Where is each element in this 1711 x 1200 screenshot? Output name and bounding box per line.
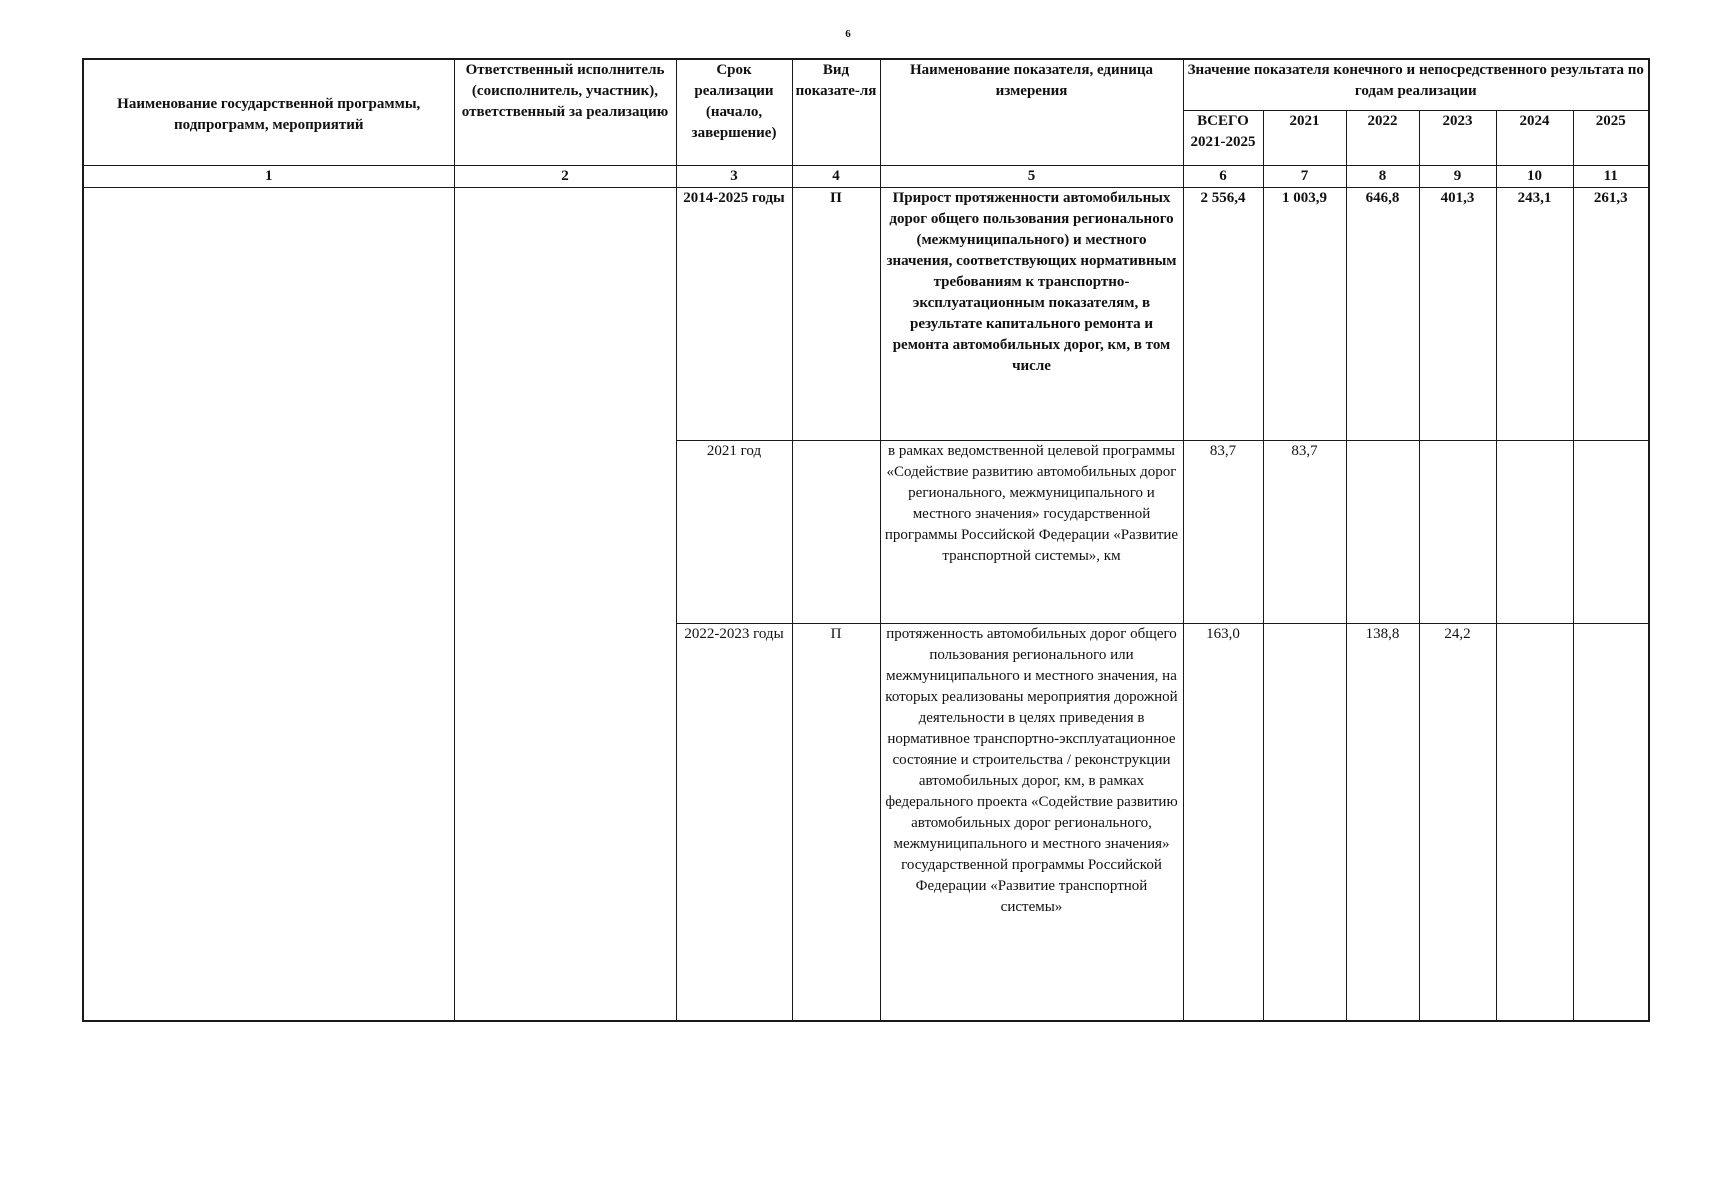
period-cell: 2021 год: [676, 441, 792, 624]
value-2023: 24,2: [1419, 624, 1496, 1022]
indicator-cell: в рамках ведомственной целевой программы «Содействие развитию автомобильных дорог регионального, межмуниципального и местного значения» государственной программы Российской Федерации «Развитие транспортной системы», км: [880, 441, 1183, 624]
value-2023: 401,3: [1419, 188, 1496, 441]
header-period: Срок реализации (начало, завершение): [676, 59, 792, 166]
column-number: 1: [83, 166, 454, 188]
column-number: 2: [454, 166, 676, 188]
type-cell: [792, 441, 880, 624]
period-cell: 2022-2023 годы: [676, 624, 792, 1022]
program-name-cell: [83, 188, 454, 1022]
value-2025: [1573, 441, 1649, 624]
header-indicator-type: Вид показате-ля: [792, 59, 880, 166]
column-numbers-row: [83, 166, 1649, 188]
value-total: 163,0: [1183, 624, 1263, 1022]
value-total: 83,7: [1183, 441, 1263, 624]
value-2023: [1419, 441, 1496, 624]
value-2022: 646,8: [1346, 188, 1419, 441]
indicator-cell: Прирост протяженности автомобильных дорог общего пользования регионального (межмуниципального) и местного значения, соответствующих нормативным требованиям к транспортно-эксплуатационным показателям, в результате капитального ремонта и ремонта автомобильных дорог, км, в том числе: [880, 188, 1183, 441]
value-2025: 261,3: [1573, 188, 1649, 441]
type-cell: П: [792, 624, 880, 1022]
header-row: [83, 59, 1649, 111]
column-number: 3: [676, 166, 792, 188]
value-total: 2 556,4: [1183, 188, 1263, 441]
header-values-group: Значение показателя конечного и непосредственного результата по годам реализации: [1183, 59, 1649, 111]
value-2024: [1496, 624, 1573, 1022]
value-2024: [1496, 441, 1573, 624]
value-2025: [1573, 624, 1649, 1022]
table-row: [83, 188, 1649, 441]
column-number: 4: [792, 166, 880, 188]
header-program-name: Наименование государственной программы, подпрограмм, мероприятий: [83, 59, 454, 166]
value-2021: 83,7: [1263, 441, 1346, 624]
header-indicator-name: Наименование показателя, единица измерения: [880, 59, 1183, 166]
value-2022: 138,8: [1346, 624, 1419, 1022]
column-number: 11: [1573, 166, 1649, 188]
type-cell: П: [792, 188, 880, 441]
column-number: 7: [1263, 166, 1346, 188]
header-year: 2023: [1419, 111, 1496, 166]
header-responsible: Ответственный исполнитель (соисполнитель, участник), ответственный за реализацию: [454, 59, 676, 166]
responsible-cell: [454, 188, 676, 1022]
value-2024: 243,1: [1496, 188, 1573, 441]
value-2021: [1263, 624, 1346, 1022]
period-cell: 2014-2025 годы: [676, 188, 792, 441]
header-total: ВСЕГО 2021-2025: [1183, 111, 1263, 166]
column-number: 6: [1183, 166, 1263, 188]
indicator-cell: протяженность автомобильных дорог общего пользования регионального или межмуниципального и местного значения, на которых реализованы мероприятия дорожной деятельности в целях приведения в нормативное транспортно-эксплуатационное состояние и строительства / реконструкции автомобильных дорог, км, в рамках федерального проекта «Содействие развитию автомобильных дорог регионального, межмуниципального и местного значения» государственной программы Российской Федерации «Развитие транспортной системы»: [880, 624, 1183, 1022]
header-year: 2025: [1573, 111, 1649, 166]
value-2021: 1 003,9: [1263, 188, 1346, 441]
indicator-table: [82, 58, 1650, 1022]
header-year: 2021: [1263, 111, 1346, 166]
value-2022: [1346, 441, 1419, 624]
column-number: 8: [1346, 166, 1419, 188]
page-number: 6: [845, 28, 851, 40]
header-year: 2024: [1496, 111, 1573, 166]
column-number: 5: [880, 166, 1183, 188]
column-number: 9: [1419, 166, 1496, 188]
column-number: 10: [1496, 166, 1573, 188]
header-year: 2022: [1346, 111, 1419, 166]
